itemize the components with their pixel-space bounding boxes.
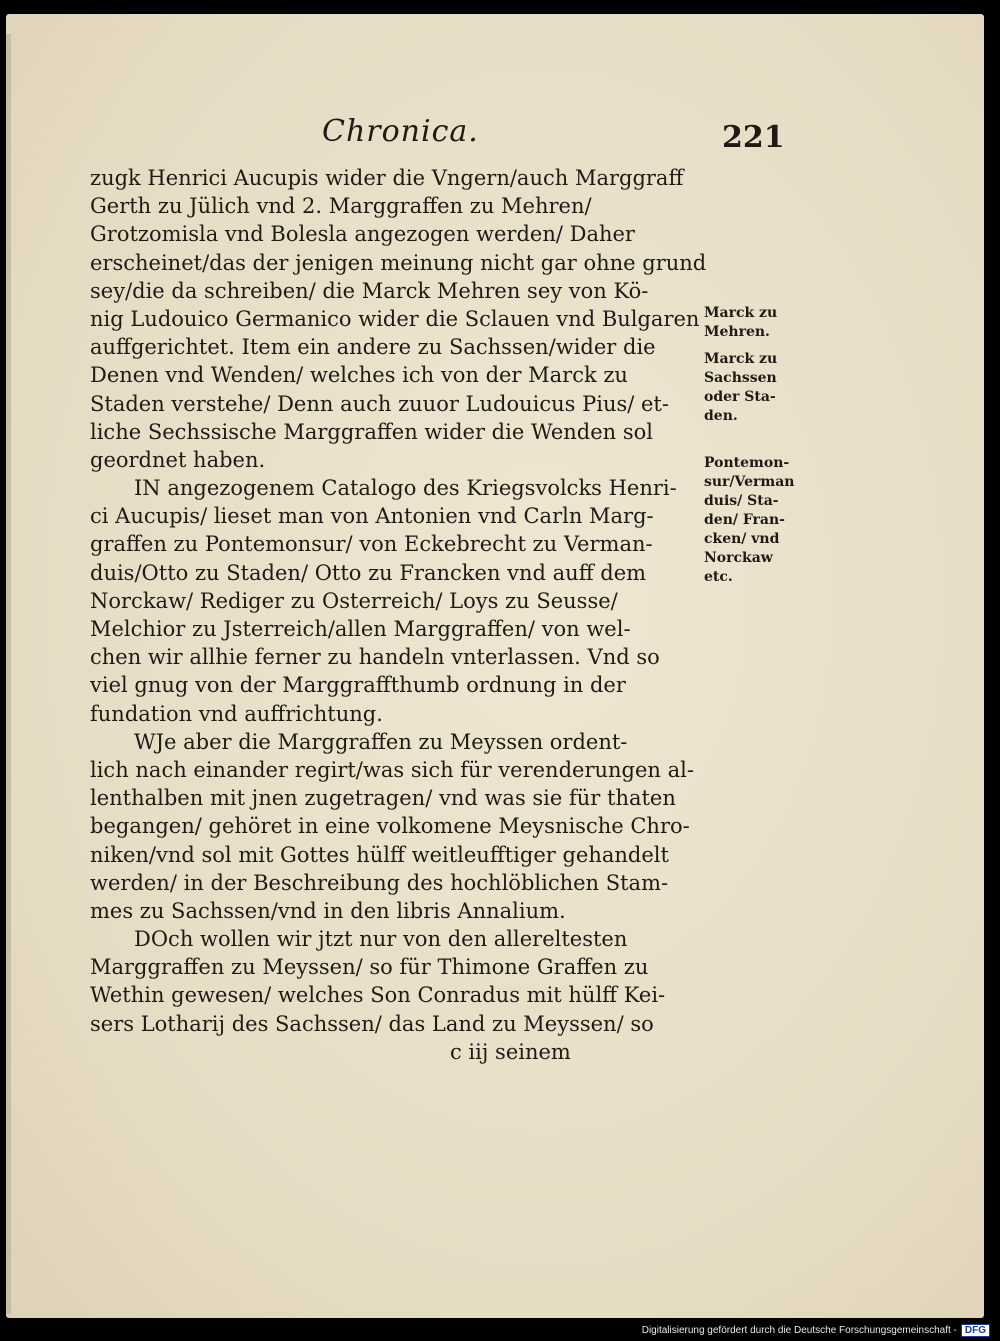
marginalia bbox=[704, 304, 824, 593]
text-line: sers Lotharij des Sachssen/ das Land zu Meyssen/ so bbox=[90, 1011, 654, 1036]
text-line: Grotzomisla vnd Bolesla angezogen werden/ Daher bbox=[90, 222, 635, 247]
text-line: nig Ludouico Germanico wider die Sclauen vnd Bulgaren bbox=[90, 306, 700, 331]
text-line: fundation vnd auffrichtung. bbox=[90, 701, 383, 726]
paragraph-start-line: WJe aber die Marggraffen zu Meyssen ordent- bbox=[134, 729, 628, 754]
paragraph-start-line: IN angezogenem Catalogo des Kriegsvolcks Henri- bbox=[134, 476, 677, 501]
book-page bbox=[6, 14, 984, 1318]
signature-catchword-line: c iij seinem bbox=[450, 1039, 571, 1064]
text-line: lich nach einander regirt/was sich für verenderungen al- bbox=[90, 757, 694, 782]
text-line: mes zu Sachssen/vnd in den libris Annalium. bbox=[90, 898, 566, 923]
text-line: liche Sechssische Marggraffen wider die Wenden sol bbox=[90, 419, 653, 444]
text-line: graffen zu Pontemonsur/ von Eckebrecht zu Verman- bbox=[90, 532, 653, 557]
text-line: Norckaw/ Rediger zu Osterreich/ Loys zu Seusse/ bbox=[90, 588, 618, 613]
text-line: lenthalben mit jnen zugetragen/ vnd was sie für thaten bbox=[90, 786, 676, 811]
text-line: werden/ in der Beschreibung des hochlöblichen Stam- bbox=[90, 870, 669, 895]
text-line: begangen/ gehöret in eine volkomene Meysnische Chro- bbox=[90, 814, 690, 839]
text-line: viel gnug von der Marggraffthumb ordnung in der bbox=[90, 673, 626, 698]
text-line: Melchior zu Jsterreich/allen Marggraffen/ von wel- bbox=[90, 617, 631, 641]
text-line: niken/vnd sol mit Gottes hülff weitleufftiger gehandelt bbox=[90, 842, 669, 867]
text-line: Wethin gewesen/ welches Son Conradus mit hülff Kei- bbox=[90, 983, 666, 1008]
text-line: Marggraffen zu Meyssen/ so für Thimone Graffen zu bbox=[90, 955, 649, 980]
text-line: Gerth zu Jülich vnd 2. Marggraffen zu Mehren/ bbox=[90, 194, 592, 219]
text-line: duis/Otto zu Staden/ Otto zu Francken vnd auff dem bbox=[90, 560, 647, 585]
page-number: 221 bbox=[722, 120, 785, 155]
text-line: ci Aucupis/ lieset man von Antonien vnd Carln Marg- bbox=[90, 504, 654, 529]
text-line: zugk Henrici Aucupis wider die Vngern/auch Marggraff bbox=[90, 166, 684, 190]
text-line: sey/die da schreiben/ die Marck Mehren sey von Kö- bbox=[90, 278, 649, 303]
text-line: Staden verstehe/ Denn auch zuuor Ludouicus Pius/ et- bbox=[90, 391, 669, 416]
marginal-note: Marck zu Mehren. bbox=[704, 305, 778, 340]
paragraph-start-line: DOch wollen wir jtzt nur von den allereltesten bbox=[134, 927, 628, 952]
text-line: erscheinet/das der jenigen meinung nicht gar ohne grund bbox=[90, 250, 707, 275]
dfg-logo: DFG bbox=[961, 1324, 990, 1337]
text-line: auffgerichtet. Item ein andere zu Sachssen/wider die bbox=[90, 335, 656, 360]
marginal-note: Pontemon- sur/Verman duis/ Sta- den/ Fran- cken/ vnd Norckaw etc. bbox=[704, 455, 795, 585]
footer-credit bbox=[642, 1324, 990, 1337]
running-head: Chronica. bbox=[322, 114, 479, 149]
text-line: chen wir allhie ferner zu handeln vnterlassen. Vnd so bbox=[90, 645, 660, 670]
footer-credit-text: Digitalisierung gefördert durch die Deutsche Forschungsgemeinschaft - bbox=[641, 1325, 957, 1336]
main-text-block bbox=[90, 164, 707, 1066]
text-line: geordnet haben. bbox=[90, 447, 266, 472]
text-line: Denen vnd Wenden/ welches ich von der Marck zu bbox=[90, 363, 628, 388]
marginal-note: Marck zu Sachssen oder Sta- den. bbox=[704, 351, 778, 424]
page-edge-shadow bbox=[6, 34, 11, 1314]
